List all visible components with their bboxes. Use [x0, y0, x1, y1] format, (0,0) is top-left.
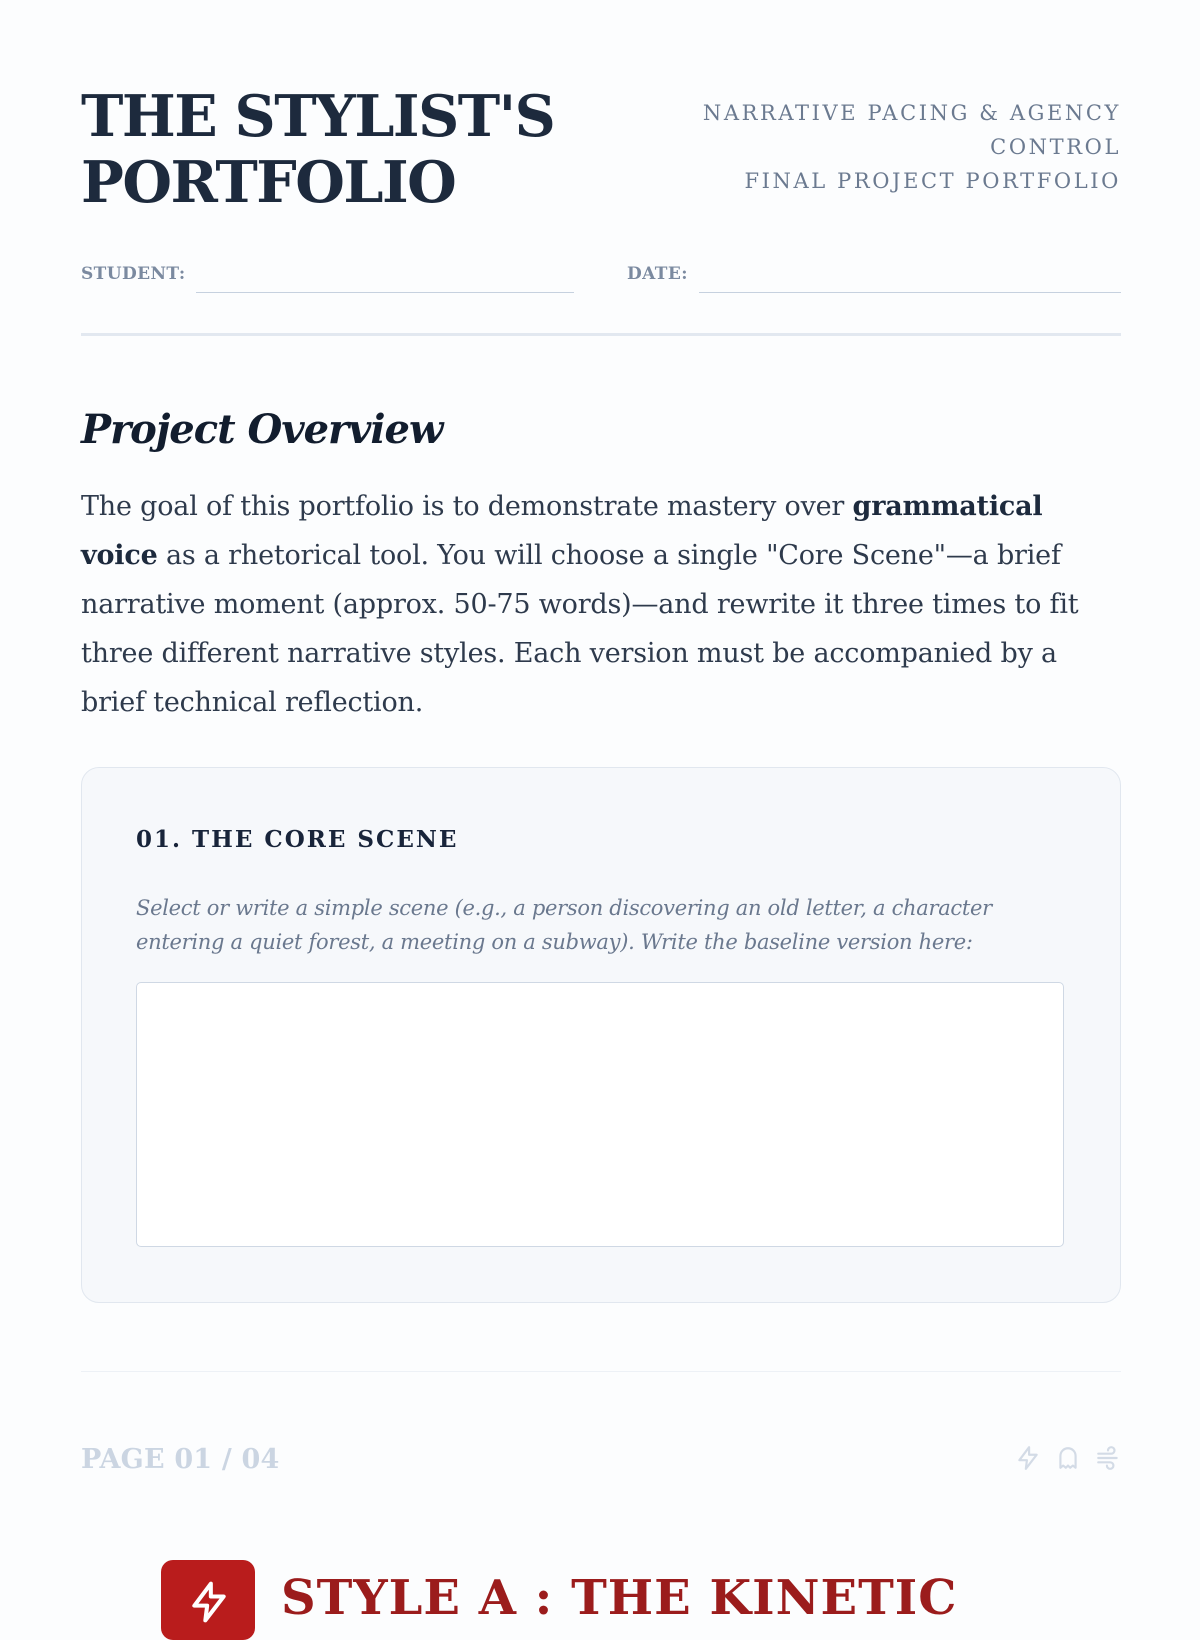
header-divider — [81, 333, 1121, 336]
core-scene-title: 01. THE CORE SCENE — [136, 826, 459, 853]
overview-text-end: as a rhetorical tool. You will choose a single "Core Scene"—a brief narrative moment (approx. 50-75 words)—and rewrite it three times to fit three different narrative styles. Each version must be accompanied by a brief technical reflection. — [81, 540, 1079, 718]
date-label: DATE: — [627, 264, 688, 284]
student-label: STUDENT: — [81, 264, 186, 284]
page-number: PAGE 01 / 04 — [81, 1444, 280, 1475]
student-name-line[interactable] — [196, 292, 574, 293]
overview-heading: Project Overview — [81, 406, 443, 453]
core-scene-instructions: Select or write a simple scene (e.g., a person discovering an old letter, a character entering a quiet forest, a meeting on a subway). Write the baseline version here: — [136, 896, 992, 954]
overview-paragraph — [81, 482, 1121, 727]
student-date-row — [81, 262, 1121, 294]
footer-icons — [1015, 1444, 1121, 1474]
subtitle-line-2: CONTROL — [990, 135, 1121, 159]
subtitle-line-1: NARRATIVE PACING & AGENCY — [702, 101, 1121, 125]
overview-emphasis: grammatical voice — [81, 491, 1043, 571]
title-line-2: PORTFOLIO — [81, 149, 456, 216]
document-title — [81, 84, 641, 216]
ghost-icon — [1055, 1444, 1081, 1472]
title-line-1: THE STYLIST'S — [81, 83, 555, 150]
wind-icon — [1095, 1444, 1121, 1472]
document-subtitle — [701, 96, 1121, 198]
next-section-title: STYLE A : THE KINETIC — [281, 1570, 958, 1626]
overview-text-start: The goal of this portfolio is to demonstrate mastery over — [81, 491, 853, 522]
subtitle-line-3: FINAL PROJECT PORTFOLIO — [744, 169, 1121, 193]
style-badge — [161, 1560, 255, 1640]
date-line[interactable] — [699, 292, 1121, 293]
lightning-icon — [187, 1580, 231, 1624]
core-scene-input[interactable] — [136, 982, 1064, 1247]
portfolio-page — [81, 0, 1121, 1626]
lightning-icon — [1015, 1444, 1041, 1472]
footer-divider — [81, 1371, 1121, 1372]
core-scene-card — [81, 767, 1121, 1303]
